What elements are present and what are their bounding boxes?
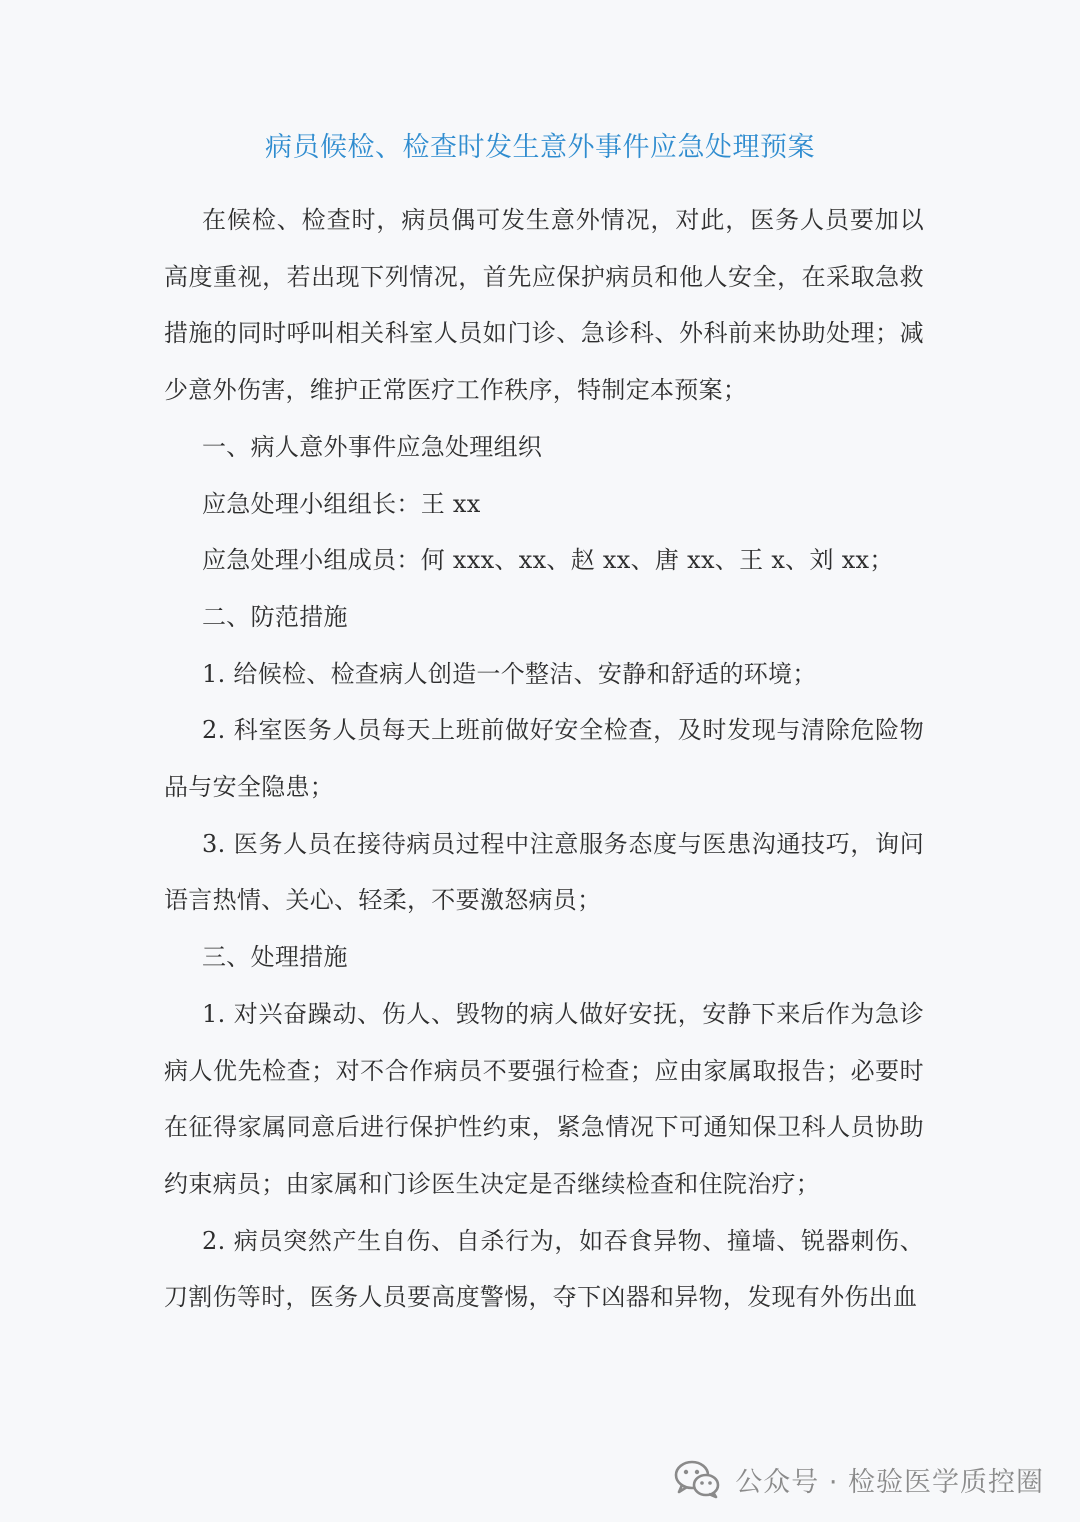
prevention-item-1: 1. 给候检、检查病人创造一个整洁、安静和舒适的环境；	[202, 659, 817, 688]
prevention-item-2: 2. 科室医务人员每天上班前做好安全检查，及时发现与清除危险物品与安全隐患；	[164, 716, 924, 802]
section-heading-handling: 三、处理措施	[202, 943, 348, 972]
intro-paragraph: 在候检、检查时，病员偶可发生意外情况，对此，医务人员要加以高度重视，若出现下列情况，首先应保护病员和他人安全，在采取急救措施的同时呼叫相关科室人员如门诊、急诊科、外科前来协助处理；减少意外伤害，维护正常医疗工作秩序，特制定本预案；	[164, 206, 924, 405]
section-heading-organization: 一、病人意外事件应急处理组织	[202, 432, 543, 461]
team-members-line: 应急处理小组成员：何 xxx、xx、赵 xx、唐 xx、王 x、刘 xx；	[202, 546, 894, 575]
prevention-item-3: 3. 医务人员在接待病员过程中注意服务态度与医患沟通技巧，询问语言热情、关心、轻柔，不要激怒病员；	[164, 829, 924, 915]
section-heading-prevention: 二、防范措施	[202, 602, 348, 631]
handling-item-1: 1. 对兴奋躁动、伤人、毁物的病人做好安抚，安静下来后作为急诊病人优先检查；对不合作病员不要强行检查；应由家属取报告；必要时在征得家属同意后进行保护性约束，紧急情况下可通知保卫科人员协助约束病员；由家属和门诊医生决定是否继续检查和住院治疗；	[164, 999, 924, 1198]
wechat-icon	[673, 1459, 721, 1499]
document-title: 病员候检、检查时发生意外事件应急处理预案	[265, 132, 815, 163]
watermark-text: 公众号 · 检验医学质控圈	[735, 1466, 1044, 1498]
watermark	[673, 1454, 1044, 1504]
handling-item-2: 2. 病员突然产生自伤、自杀行为，如吞食异物、撞墙、锐器刺伤、刀割伤等时，医务人员要高度警惕，夺下凶器和异物，发现有外伤出血	[164, 1226, 924, 1312]
document-body	[164, 192, 924, 1326]
team-leader-line: 应急处理小组组长：王 xx	[202, 489, 481, 518]
